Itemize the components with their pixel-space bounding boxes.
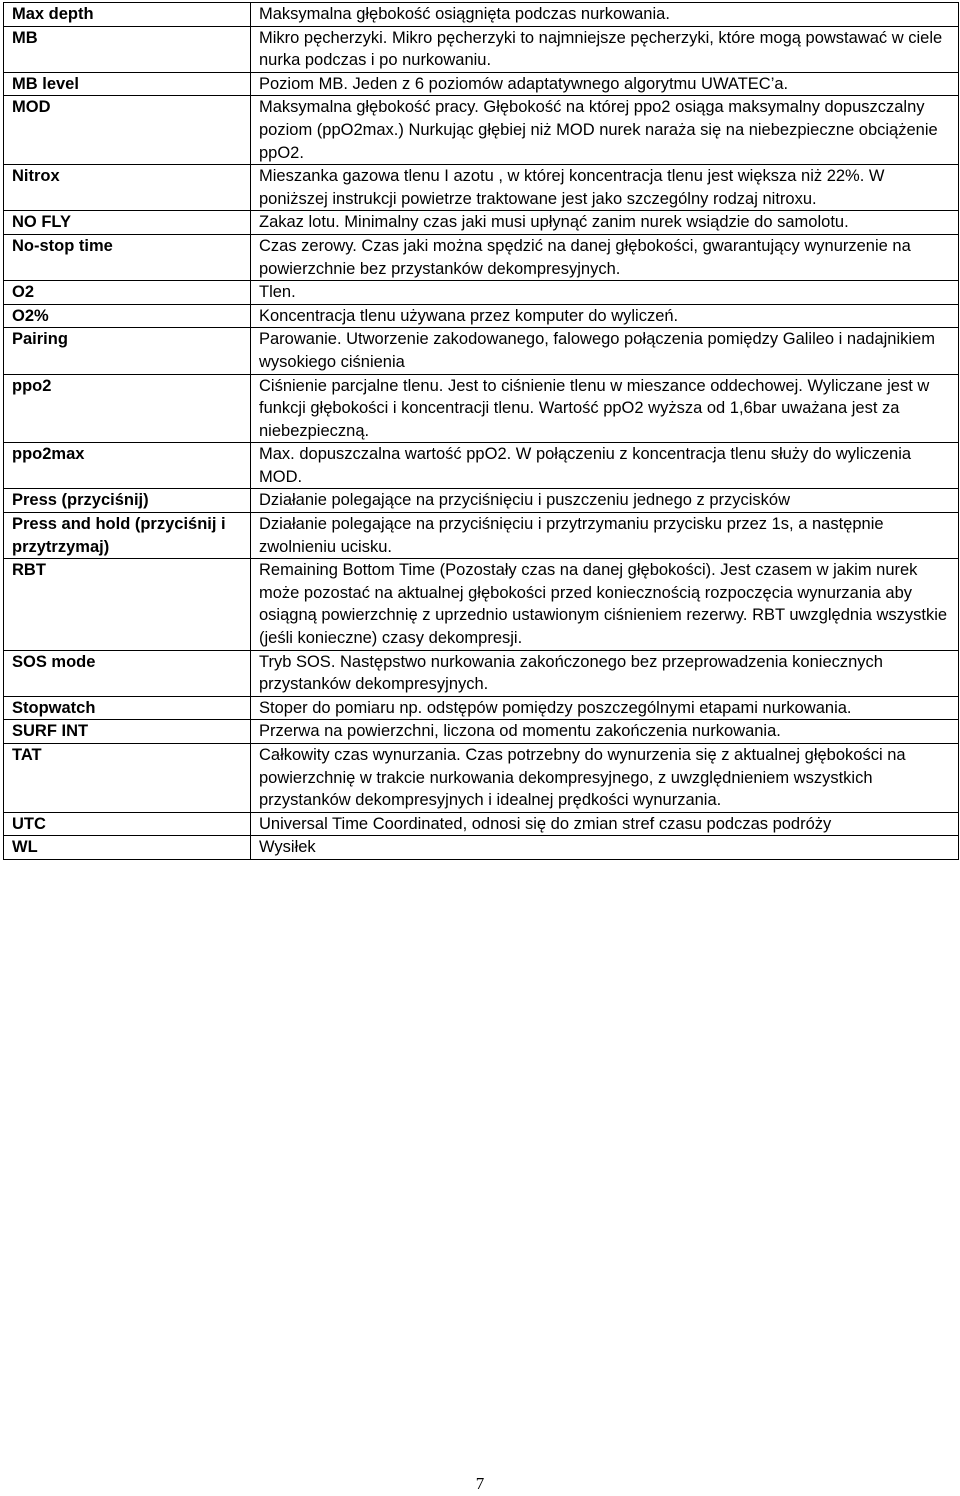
table-row [4,328,959,374]
term-cell: Press and hold (przyciśnij i przytrzymaj) [4,513,251,559]
term-cell: UTC [4,812,251,836]
term-cell: MOD [4,96,251,165]
term-cell: No-stop time [4,234,251,280]
term-cell: ppo2max [4,443,251,489]
term-cell: NO FLY [4,211,251,235]
table-row [4,720,959,744]
term-cell: MB level [4,72,251,96]
table-row [4,234,959,280]
term-cell: Stopwatch [4,696,251,720]
definition-cell: Maksymalna głębokość pracy. Głębokość na której ppo2 osiąga maksymalny dopuszczalny poziom (ppO2max.) Nurkując głębiej niż MOD nurek naraża się na niebezpieczne obciążenie ppO2. [251,96,959,165]
definition-cell: Koncentracja tlenu używana przez komputer do wyliczeń. [251,304,959,328]
term-cell: ppo2 [4,374,251,443]
table-row [4,211,959,235]
definition-cell: Ciśnienie parcjalne tlenu. Jest to ciśnienie tlenu w mieszance oddechowej. Wyliczane jest w funkcji głębokości i koncentracji tlenu. Wartość ppO2 wyższa od 1,6bar uważana jest za niebezpieczną. [251,374,959,443]
table-row [4,3,959,27]
term-cell: TAT [4,744,251,813]
term-cell: SURF INT [4,720,251,744]
page-number: 7 [475,1474,485,1493]
definition-cell: Tryb SOS. Następstwo nurkowania zakończonego bez przeprowadzenia koniecznych przystanków dekompresyjnych. [251,650,959,696]
term-cell: O2% [4,304,251,328]
term-cell: Nitrox [4,165,251,211]
table-row [4,744,959,813]
definition-cell: Mikro pęcherzyki. Mikro pęcherzyki to najmniejsze pęcherzyki, które mogą powstawać w ciele nurka podczas i po nurkowaniu. [251,26,959,72]
definition-cell: Działanie polegające na przyciśnięciu i przytrzymaniu przycisku przez 1s, a następnie zwolnieniu ucisku. [251,513,959,559]
definition-cell: Poziom MB. Jeden z 6 poziomów adaptatywnego algorytmu UWATEC’a. [251,72,959,96]
definition-cell: Wysiłek [251,836,959,860]
definition-cell: Parowanie. Utworzenie zakodowanego, falowego połączenia pomiędzy Galileo i nadajnikiem wysokiego ciśnienia [251,328,959,374]
definition-cell: Zakaz lotu. Minimalny czas jaki musi upłynąć zanim nurek wsiądzie do samolotu. [251,211,959,235]
definition-cell: Stoper do pomiaru np. odstępów pomiędzy poszczególnymi etapami nurkowania. [251,696,959,720]
term-cell: O2 [4,281,251,305]
table-row [4,836,959,860]
definition-cell: Remaining Bottom Time (Pozostały czas na danej głębokości). Jest czasem w jakim nurek może pozostać na aktualnej głębokości przed koniecznością rozpoczęcia wynurzania aby osiągną powierzchnię z uprzednio ustawionym ciśnieniem rezerwy. RBT uwzględnia wszystkie (jeśli konieczne) czasy dekompresji. [251,559,959,650]
definition-cell: Mieszanka gazowa tlenu I azotu , w której koncentracja tlenu jest większa niż 22%. W poniższej instrukcji powietrze traktowane jest jako szczególny rodzaj nitroxu. [251,165,959,211]
table-row [4,443,959,489]
term-cell: WL [4,836,251,860]
table-row [4,26,959,72]
table-row [4,281,959,305]
table-row [4,696,959,720]
table-row [4,650,959,696]
table-row [4,374,959,443]
table-row [4,96,959,165]
glossary-table [3,2,959,860]
table-row [4,72,959,96]
definition-cell: Max. dopuszczalna wartość ppO2. W połączeniu z koncentracja tlenu służy do wyliczenia MOD. [251,443,959,489]
definition-cell: Przerwa na powierzchni, liczona od momentu zakończenia nurkowania. [251,720,959,744]
table-row [4,304,959,328]
term-cell: RBT [4,559,251,650]
term-cell: MB [4,26,251,72]
definition-cell: Universal Time Coordinated, odnosi się do zmian stref czasu podczas podróży [251,812,959,836]
table-row [4,513,959,559]
term-cell: Pairing [4,328,251,374]
definition-cell: Całkowity czas wynurzania. Czas potrzebny do wynurzenia się z aktualnej głębokości na powierzchnię w trakcie nurkowania dekompresyjnego, z uwzględnieniem wszystkich przystanków dekompresyjnych i idealnej prędkości wynurzania. [251,744,959,813]
definition-cell: Maksymalna głębokość osiągnięta podczas nurkowania. [251,3,959,27]
term-cell: SOS mode [4,650,251,696]
definition-cell: Działanie polegające na przyciśnięciu i puszczeniu jednego z przycisków [251,489,959,513]
term-cell: Max depth [4,3,251,27]
definition-cell: Czas zerowy. Czas jaki można spędzić na danej głębokości, gwarantujący wynurzenie na powierzchnie bez przystanków dekompresyjnych. [251,234,959,280]
table-row [4,812,959,836]
definition-cell: Tlen. [251,281,959,305]
table-row [4,165,959,211]
table-row [4,489,959,513]
table-row [4,559,959,650]
term-cell: Press (przyciśnij) [4,489,251,513]
